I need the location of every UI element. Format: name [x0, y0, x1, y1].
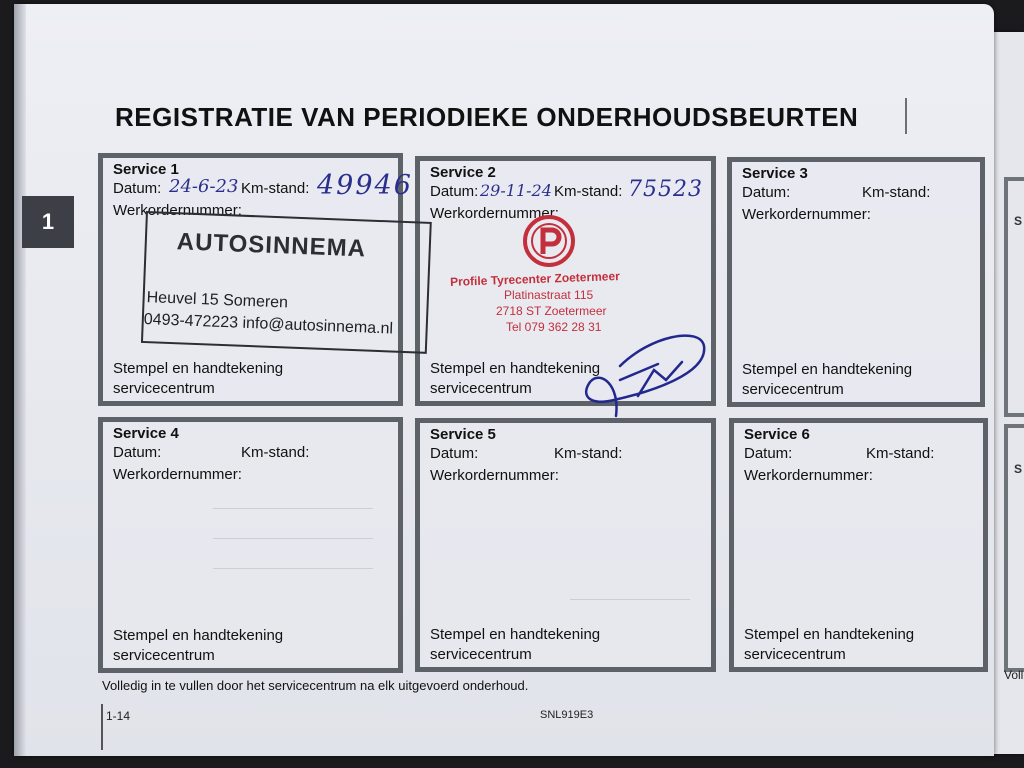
werkorder-label: Werkordernummer: — [113, 466, 242, 483]
service-title: Service 2 — [430, 164, 496, 181]
show-through-line — [570, 599, 690, 600]
show-through-line — [213, 508, 373, 509]
km-label: Km-stand: — [554, 445, 623, 462]
handwritten-date: 24-6-23 — [169, 176, 239, 197]
profile-logo-icon — [522, 214, 576, 268]
page-number-divider — [101, 704, 103, 750]
stamp-street: Platinastraat 115 — [504, 288, 594, 302]
service-box-3 — [727, 157, 985, 407]
stamp-label: Stempel en handtekening — [430, 360, 601, 377]
servicecentrum-label: servicecentrum — [742, 381, 844, 398]
show-through-line — [213, 568, 373, 569]
adjacent-letter: S — [1014, 462, 1023, 476]
km-label: Km-stand: — [862, 184, 931, 201]
werkorder-label: Werkordernummer: — [742, 206, 871, 223]
km-label: Km-stand: — [241, 180, 310, 197]
handwritten-signature — [580, 326, 712, 422]
werkorder-label: Werkordernummer: — [113, 202, 242, 219]
servicecentrum-label: servicecentrum — [430, 380, 532, 397]
servicecentrum-label: servicecentrum — [430, 646, 532, 663]
service-title: Service 3 — [742, 165, 808, 182]
stamp-company-name: Profile Tyrecenter Zoetermeer — [449, 269, 621, 289]
adjacent-box — [1004, 177, 1024, 417]
page-gutter — [14, 4, 26, 756]
stamp-address: Heuvel 15 Someren — [146, 289, 289, 312]
servicecentrum-label: servicecentrum — [113, 380, 215, 397]
autosinnema-stamp — [141, 211, 432, 354]
servicecentrum-label: servicecentrum — [744, 646, 846, 663]
datum-label: Datum: — [430, 445, 479, 462]
chapter-tab: 1 — [22, 196, 74, 248]
handwritten-date: 29-11-24 — [480, 181, 552, 200]
km-label: Km-stand: — [866, 445, 935, 462]
service-title: Service 6 — [744, 426, 810, 443]
page-title: REGISTRATIE VAN PERIODIEKE ONDERHOUDSBEURTEN — [115, 102, 859, 132]
footer-note: Volledig in te vullen door het servicecentrum na elk uitgevoerd onderhoud. — [102, 678, 529, 693]
handwritten-km: 49946 — [317, 170, 413, 201]
adjacent-letter: S — [1014, 214, 1023, 228]
datum-label: Datum: — [742, 184, 791, 201]
servicecentrum-label: servicecentrum — [113, 647, 215, 664]
adjacent-footer: Voll — [1004, 668, 1024, 682]
datum-label: Datum: — [744, 445, 793, 462]
km-label: Km-stand: — [241, 444, 310, 461]
stamp-contact: 0493-472223 info@autosinnema.nl — [143, 311, 394, 338]
service-title: Service 1 — [113, 161, 179, 178]
service-title: Service 5 — [430, 426, 496, 443]
stamp-label: Stempel en handtekening — [113, 360, 284, 377]
stamp-city: 2718 ST Zoetermeer — [496, 304, 607, 318]
profile-tyrecenter-stamp — [450, 214, 660, 344]
stamp-label: Stempel en handtekening — [742, 361, 913, 378]
stamp-brand: AUTOSINNEMA — [176, 228, 367, 263]
stamp-label: Stempel en handtekening — [430, 626, 601, 643]
service-box-5 — [415, 418, 716, 672]
heading-divider — [905, 98, 907, 134]
stamp-label: Stempel en handtekening — [744, 626, 915, 643]
document-code: SNL919E3 — [540, 709, 594, 721]
service-box-6 — [729, 418, 988, 672]
datum-label: Datum: — [113, 180, 162, 197]
datum-label: Datum: — [113, 444, 162, 461]
handwritten-km: 75523 — [628, 177, 703, 202]
km-label: Km-stand: — [554, 183, 623, 200]
werkorder-label: Werkordernummer: — [430, 467, 559, 484]
werkorder-label: Werkordernummer: — [744, 467, 873, 484]
service-box-4 — [98, 417, 403, 673]
service-title: Service 4 — [113, 425, 179, 442]
show-through-line — [213, 538, 373, 539]
page-number: 1-14 — [106, 709, 131, 723]
stamp-label: Stempel en handtekening — [113, 627, 284, 644]
stamp-phone: Tel 079 362 28 31 — [506, 320, 602, 334]
werkorder-label: Werkordernummer: — [430, 205, 559, 222]
datum-label: Datum: — [430, 183, 479, 200]
